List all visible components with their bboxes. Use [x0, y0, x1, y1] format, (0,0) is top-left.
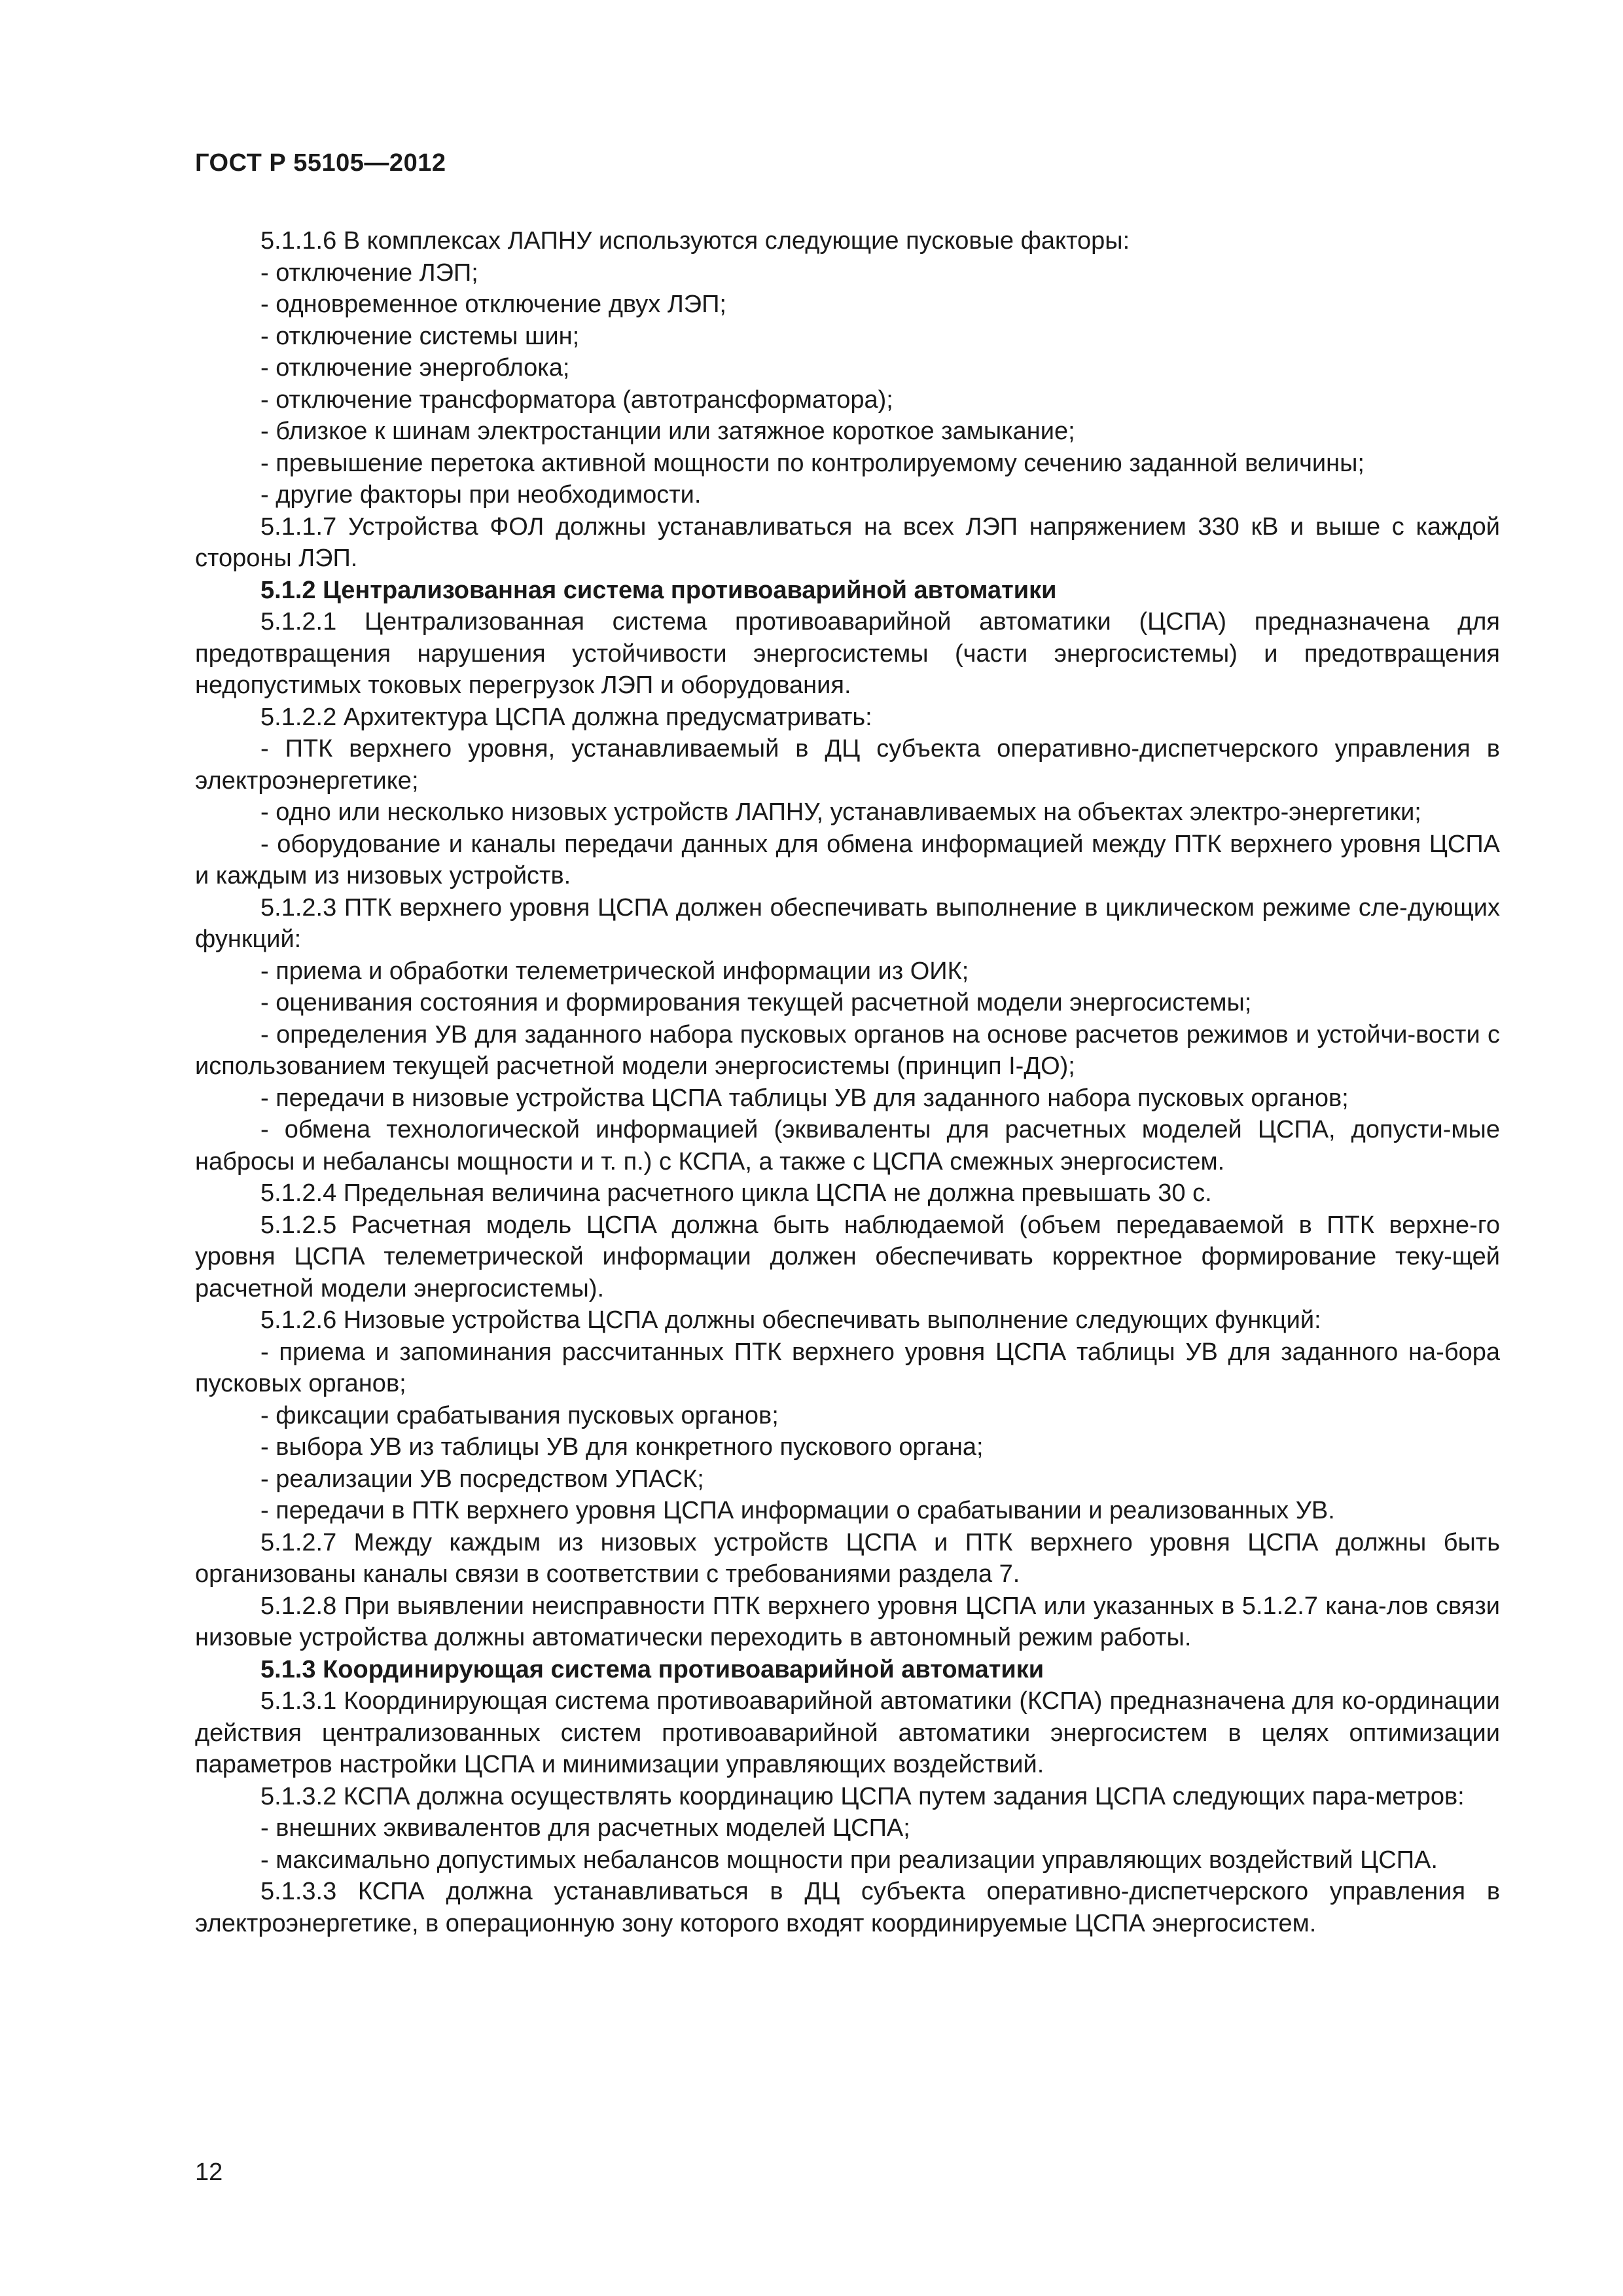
- list-item: - одно или несколько низовых устройств ЛАПНУ, устанавливаемых на объектах электро-энергетики;: [260, 798, 1421, 826]
- list-item: - внешних эквивалентов для расчетных моделей ЦСПА;: [260, 1814, 910, 1842]
- list-item: - оборудование и каналы передачи данных для обмена информацией между ПТК верхнего уровня ЦСПА и каждым из низовых устройств.: [195, 830, 1500, 889]
- section-heading: 5.1.3 Координирующая система противоаварийной автоматики: [260, 1655, 1044, 1683]
- list-item: - фиксации срабатывания пусковых органов;: [260, 1401, 779, 1429]
- section-heading: 5.1.2 Централизованная система противоаварийной автоматики: [260, 576, 1057, 604]
- paragraph: 5.1.2.8 При выявлении неисправности ПТК верхнего уровня ЦСПА или указанных в 5.1.2.7 кана-лов связи низовые устройства должны автоматически переходить в автономный режим работы.: [195, 1592, 1500, 1651]
- paragraph: 5.1.1.6 В комплексах ЛАПНУ используются следующие пусковые факторы:: [260, 227, 1130, 255]
- paragraph: 5.1.1.7 Устройства ФОЛ должны устанавливаться на всех ЛЭП напряжением 330 кВ и выше с каждой стороны ЛЭП.: [195, 512, 1500, 572]
- document-body: [195, 225, 1500, 1939]
- paragraph: 5.1.2.5 Расчетная модель ЦСПА должна быть наблюдаемой (объем передаваемой в ПТК верхне-го уровня ЦСПА телеметрической информации должен обеспечивать корректное формирование теку-щей расчетной модели энергосистемы).: [195, 1211, 1500, 1302]
- list-item: - приема и запоминания рассчитанных ПТК верхнего уровня ЦСПА таблицы УВ для заданного на-бора пусковых органов;: [195, 1338, 1500, 1397]
- list-item: - определения УВ для заданного набора пусковых органов на основе расчетов режимов и устойчи-вости с использованием текущей расчетной модели энергосистемы (принцип I-ДО);: [195, 1020, 1500, 1080]
- paragraph: 5.1.2.3 ПТК верхнего уровня ЦСПА должен обеспечивать выполнение в циклическом режиме сле-дующих функций:: [195, 893, 1500, 953]
- list-item: - реализации УВ посредством УПАСК;: [260, 1465, 704, 1493]
- paragraph: 5.1.3.2 КСПА должна осуществлять координацию ЦСПА путем задания ЦСПА следующих пара-метров:: [260, 1782, 1465, 1810]
- paragraph: 5.1.2.2 Архитектура ЦСПА должна предусматривать:: [260, 703, 872, 731]
- list-item: - максимально допустимых небалансов мощности при реализации управляющих воздействий ЦСПА.: [260, 1846, 1438, 1874]
- paragraph: 5.1.2.4 Предельная величина расчетного цикла ЦСПА не должна превышать 30 с.: [260, 1179, 1212, 1207]
- page-number: 12: [195, 2159, 223, 2186]
- paragraph: 5.1.2.6 Низовые устройства ЦСПА должны обеспечивать выполнение следующих функций:: [260, 1306, 1321, 1334]
- list-item: - ПТК верхнего уровня, устанавливаемый в ДЦ субъекта оперативно-диспетчерского управления в электроэнергетике;: [195, 735, 1500, 795]
- paragraph: 5.1.3.1 Координирующая система противоаварийной автоматики (КСПА) предназначена для ко-ординации действия централизованных систем противоаварийной автоматики энергосистем в целях оптимизации параметров настройки ЦСПА и минимизации управляющих воздействий.: [195, 1687, 1500, 1778]
- paragraph: 5.1.3.3 КСПА должна устанавливаться в ДЦ субъекта оперативно-диспетчерского управления в электроэнергетике, в операционную зону которого входят координируемые ЦСПА энергосистем.: [195, 1878, 1500, 1937]
- list-item: - отключение системы шин;: [260, 322, 580, 350]
- paragraph: 5.1.2.1 Централизованная система противоаварийной автоматики (ЦСПА) предназначена для предотвращения нарушения устойчивости энергосистемы (части энергосистемы) и предотвращения недопустимых токовых перегрузок ЛЭП и оборудования.: [195, 608, 1500, 699]
- document-header: ГОСТ Р 55105—2012: [195, 149, 446, 177]
- paragraph: 5.1.2.7 Между каждым из низовых устройств ЦСПА и ПТК верхнего уровня ЦСПА должны быть организованы каналы связи в соответствии с требованиями раздела 7.: [195, 1528, 1500, 1588]
- list-item: - близкое к шинам электростанции или затяжное короткое замыкание;: [260, 418, 1075, 445]
- list-item: - передачи в ПТК верхнего уровня ЦСПА информации о срабатывании и реализованных УВ.: [260, 1497, 1335, 1524]
- list-item: - выбора УВ из таблицы УВ для конкретного пускового органа;: [260, 1433, 984, 1461]
- list-item: - другие факторы при необходимости.: [260, 481, 702, 509]
- list-item: - передачи в низовые устройства ЦСПА таблицы УВ для заданного набора пусковых органов;: [260, 1084, 1349, 1112]
- list-item: - превышение перетока активной мощности по контролируемому сечению заданной величины;: [260, 449, 1364, 477]
- list-item: - обмена технологической информацией (эквиваленты для расчетных моделей ЦСПА, допусти-мые набросы и небалансы мощности и т. п.) с КСПА, а также с ЦСПА смежных энергосистем.: [195, 1116, 1500, 1175]
- list-item: - отключение трансформатора (автотрансформатора);: [260, 386, 893, 414]
- list-item: - отключение энергоблока;: [260, 354, 570, 382]
- list-item: - оценивания состояния и формирования текущей расчетной модели энергосистемы;: [260, 989, 1252, 1016]
- list-item: - одновременное отключение двух ЛЭП;: [260, 291, 726, 318]
- list-item: - отключение ЛЭП;: [260, 259, 478, 287]
- list-item: - приема и обработки телеметрической информации из ОИК;: [260, 957, 969, 985]
